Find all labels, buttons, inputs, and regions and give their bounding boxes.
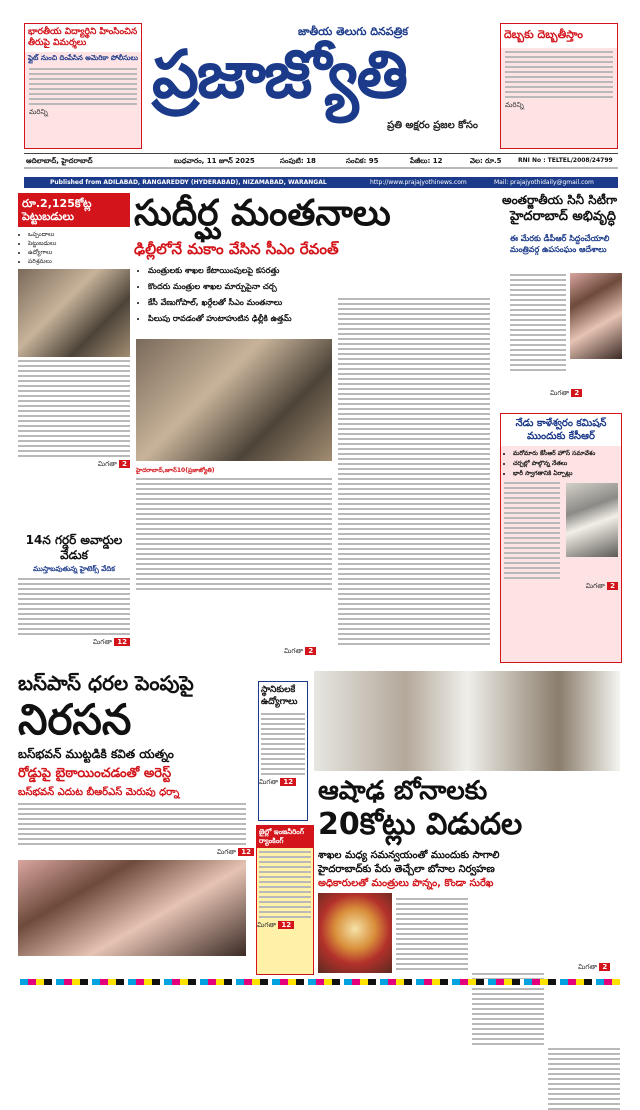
main-bullet: • మంత్రులకు శాఖల కేటాయింపులపై కసరత్తు (148, 263, 318, 279)
bonalu-more[interactable]: మిగతా 2 (578, 963, 610, 973)
bonalu-headline-2[interactable]: 20కోట్లు విడుదల (318, 807, 523, 842)
main-story (134, 191, 496, 667)
bonalu-headline-1[interactable]: ఆషాఢ బోనాలకు (318, 776, 488, 806)
publisher-text: Published from ADILABAD, RANGAREDDY (HYDERABAD), NIZAMABAD, WARANGAL (50, 179, 327, 186)
investment-bullets (18, 230, 130, 266)
gaddar-story (18, 533, 130, 663)
local-jobs-more[interactable]: మిగతా 12 (259, 778, 307, 788)
bus-pass-story (18, 671, 254, 971)
kaleshwaram-more[interactable]: మిగతా 2 (501, 582, 621, 592)
kaleshwaram-headline[interactable]: నేడు కాళేశ్వరం కమిషన్ ముందుకు కేసీఆర్ (501, 414, 621, 446)
kaleshwaram-bullet: • మరోమారు కేసీఆర్ హౌస్ సమావేశం (513, 449, 621, 459)
bonalu-body-3 (548, 1048, 620, 1110)
main-bullet: • కొందరు మంత్రుల శాఖల మార్పుపైనా చర్చ (148, 279, 318, 295)
gaddar-body (18, 578, 130, 635)
bus-pass-headline-1[interactable]: బస్‌పాస్ ధరల పెంపుపై (18, 671, 194, 695)
masthead-subtitle: ప్రతి అక్షరం ప్రజల కోసం (387, 120, 478, 131)
main-left-body (136, 475, 332, 593)
main-right-body (338, 295, 490, 648)
main-bullet: • కేసీ వేణుగోపాల్, ఖర్గేలతో సీఎం మంతనాలు (148, 295, 318, 311)
main-headline[interactable]: సుదీర్ఘ మంతనాలు (134, 193, 391, 234)
kcr-photo (566, 483, 618, 557)
top-right-body (501, 51, 617, 98)
bus-pass-more[interactable]: మిగతా 12 (18, 848, 254, 858)
film-city-more[interactable]: మిగతా 2 (550, 389, 582, 399)
bonalu-body-1 (396, 898, 468, 970)
gaddar-more[interactable]: మిగతా 12 (18, 638, 130, 648)
masthead-title[interactable]: ప్రజాజ్యోతి (152, 36, 407, 113)
kaleshwaram-bullets (501, 449, 621, 479)
top-left-more[interactable]: మరిన్ని (29, 108, 48, 116)
volume-label: సంపుటి: 18 (280, 157, 316, 165)
protest-photo (18, 860, 246, 956)
officials-meeting-photo (314, 671, 620, 771)
masthead (148, 15, 488, 145)
jail-more[interactable]: మిగతా 12 (257, 921, 313, 931)
minister-greeting-photo (570, 273, 622, 359)
local-jobs-headline[interactable]: స్థానికులకే ఉద్యోగాలు (261, 685, 298, 707)
main-dateline: హైదరాబాద్,జూన్10(ప్రజాజ్యోతి) (136, 467, 215, 474)
film-city-deck: ఈ మేరకు డీపీఆర్ సిద్దంచేయాలి మంత్రివర్గ ఉపసంఘం ఆదేశాలు (510, 234, 610, 254)
jail-body (257, 851, 313, 918)
top-left-story (24, 23, 142, 149)
bus-pass-deck-3: బస్‌భవన్ ఎదుట బీఆర్‌ఎస్ మెరుపు ధర్నా (18, 787, 180, 798)
left-column-more[interactable]: మిగతా 2 (18, 460, 130, 470)
kaleshwaram-body (501, 479, 563, 582)
top-right-headline[interactable]: దెబ్బకు దెబ్బతీస్తాం (501, 24, 617, 48)
price-label: వెల: రూ.5 (470, 157, 502, 165)
main-subhead[interactable]: ఢిల్లీలోనే మకాం వేసిన సీఎం రేవంత్ (134, 240, 339, 258)
main-bullet: • పిలుపు రావడంతో హుటాహుటిన ఢిల్లీకి ఉత్తమ్ (148, 311, 318, 327)
investment-headline[interactable]: రూ.2,125కోట్ల పెట్టుబడులు (18, 193, 130, 227)
kaleshwaram-bullet: • చర్చల్లో పాల్గొన్న నేతలు (513, 459, 621, 469)
main-bullets (134, 263, 318, 327)
film-city-right-story (510, 193, 622, 413)
left-column-story (18, 193, 130, 529)
kaleshwaram-bullet: • భారీ స్వాగతానికి ఏర్పాట్లు (513, 469, 621, 479)
website-link[interactable]: http://www.prajajyothinews.com (370, 179, 467, 186)
top-left-deck: ఫ్లైట్ నుంచి దింపేసిన అమెరికా పోలీసులు (28, 54, 138, 62)
bonalu-deck-1: శాఖల మధ్య సమన్వయంతో ముందుకు సాగాలి (318, 850, 500, 861)
bonalu-deck-2: హైదరాబాద్‌కు పేరు తెచ్చేలా బోనాల నిర్వహణ (318, 864, 495, 875)
minister-photo (18, 269, 130, 357)
bus-pass-body (18, 803, 246, 845)
pages-label: పేజీలు: 12 (410, 157, 443, 165)
film-city-headline-2[interactable]: హైదరాబాద్ అభివృద్ధి (510, 209, 616, 224)
issue-label: సంచిక: 95 (346, 157, 379, 165)
bus-pass-deck-2: రోడ్డుపై బైఠాయించడంతో అరెస్ట్ (18, 766, 172, 781)
top-left-headline[interactable]: భారతీయ విద్యార్థిని హింసించిన తీరుపై విమర్శలు (25, 24, 141, 52)
publisher-bar (24, 177, 618, 188)
date-label: బుధవారం, 11 జూన్ 2025 (174, 157, 255, 165)
bonalu-photo (318, 893, 392, 973)
left-column-body (18, 360, 130, 457)
masthead-tagline: జాతీయ తెలుగు దినపత్రిక (298, 25, 408, 38)
bus-pass-headline-2[interactable]: నిరసన (18, 695, 132, 744)
film-city-body (510, 271, 566, 374)
local-jobs-body (259, 713, 307, 775)
jail-headline[interactable]: జైల్లో ఇంజనీరింగ్ ర్యాంకింగ్ (257, 826, 313, 848)
gaddar-headline[interactable]: 14న గర్డర్ అవార్డుల వేడుక (25, 533, 123, 562)
investment-bullet: • పరిశ్రమలు (28, 257, 130, 266)
gaddar-deck: ముస్తాబవుతున్న హైటెక్స్ వేదిక (33, 565, 115, 573)
jail-story (256, 825, 314, 975)
calendar-strip (24, 167, 618, 169)
top-right-more[interactable]: మరిన్ని (505, 101, 524, 109)
main-more[interactable]: మిగతా 2 (284, 647, 316, 657)
top-right-story (500, 23, 618, 149)
investment-bullet: • పెట్టుబడులు (28, 239, 130, 248)
film-city-headline-1[interactable]: అంతర్జాతీయ సినీ సిటీగా (502, 193, 618, 207)
edition-label: ఆదిలాబాద్, హైదరాబాద్ (26, 157, 93, 165)
rni-label: RNI No : TELTEL/2008/24799 (518, 157, 613, 164)
print-color-bar (20, 979, 620, 985)
investment-bullet: • ఉద్యోగాలు (28, 248, 130, 257)
bonalu-decks (318, 849, 620, 891)
kaleshwaram-story (500, 413, 622, 663)
investment-bullet: • ఒప్పందాలు (28, 230, 130, 239)
top-left-body (25, 68, 141, 105)
cm-meeting-photo (136, 339, 332, 461)
local-jobs-story (258, 681, 308, 821)
bonalu-deck-3: అధికారులతో మంత్రులు పొన్నం, కొండా సురేఖ (318, 878, 494, 889)
bus-pass-deck-1: బస్‌భవన్ ముట్టడికి కవిత యత్నం (18, 747, 174, 761)
mail-link[interactable]: Mail: prajajyothidaily@gmail.com (494, 179, 594, 186)
